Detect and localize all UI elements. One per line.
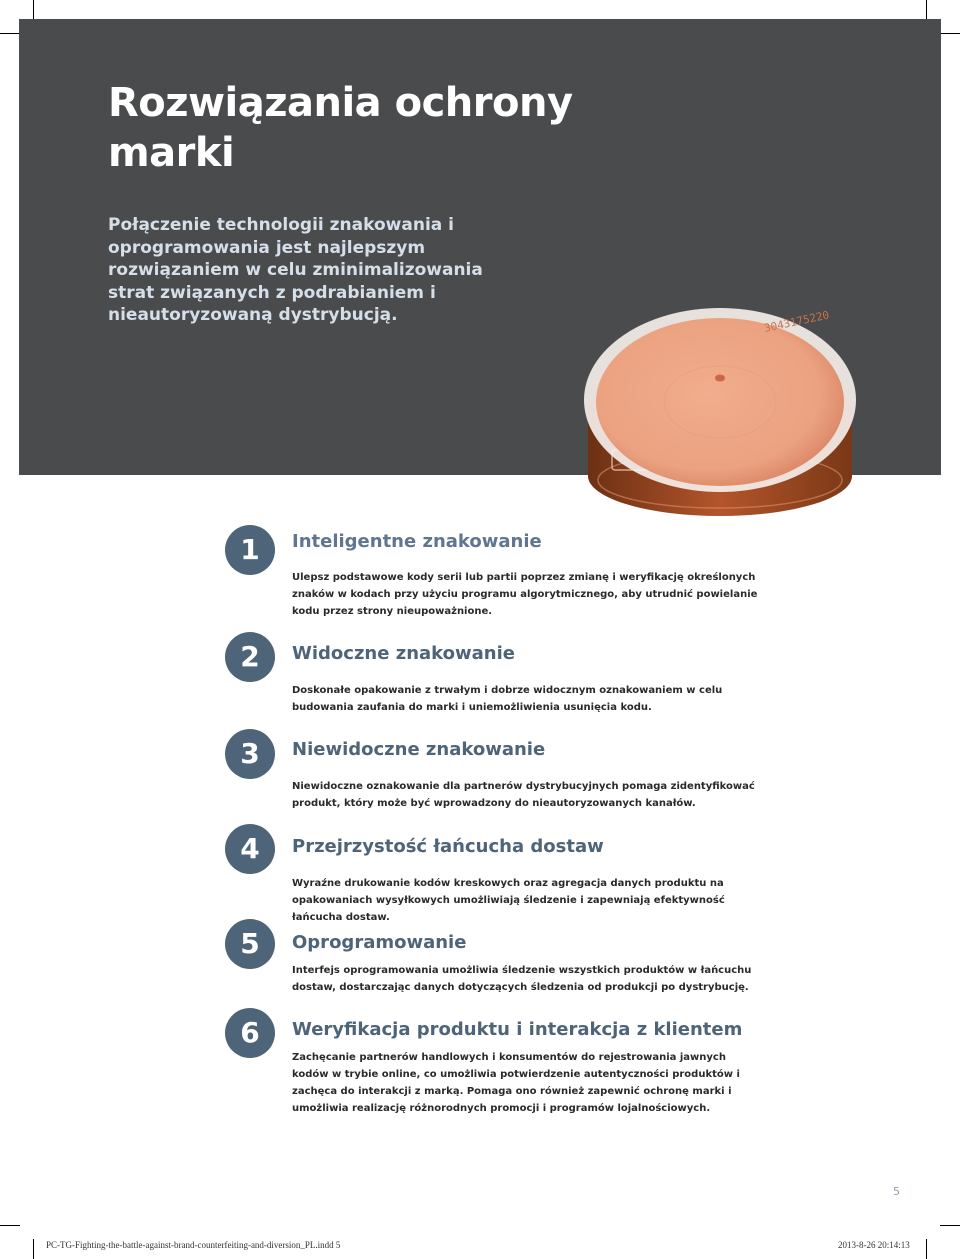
feature-title: Widoczne znakowanie (292, 643, 515, 664)
feature-title: Weryfikacja produktu i interakcja z klientem (292, 1019, 743, 1040)
feature-title: Przejrzystość łańcucha dostaw (292, 836, 604, 857)
crop-mark (33, 0, 34, 20)
feature-number-badge: 2 (225, 632, 275, 682)
crop-mark (0, 33, 20, 34)
product-code: 3043175220 (762, 308, 831, 335)
feature-number-badge: 5 (225, 919, 275, 969)
crop-mark (940, 33, 960, 34)
feature-description: Zachęcanie partnerów handlowych i konsumentów do rejestrowania jawnych kodów w trybie online, co umożliwia potwierdzenie autentyczności produktów i zachęca do interakcji z marką. Pomaga ono również zapewnić ochronę marki i umożliwia realizację różnorodnych promocji i programów lojalnościowych. (292, 1052, 740, 1114)
feature-description: Doskonałe opakowanie z trwałym i dobrze widocznym oznakowaniem w celu budowania zaufania do marki i uniemożliwienia usunięcia kodu. (292, 685, 723, 713)
page-title: Rozwiązania ochrony marki (108, 80, 573, 176)
feature-description: Interfejs oprogramowania umożliwia śledzenie wszystkich produktów w łańcuchu dostaw, dostarczając danych dotyczących śledzenia od produkcji po dystrybucję. (292, 965, 752, 993)
feature-title: Niewidoczne znakowanie (292, 739, 546, 760)
feature-number-badge: 4 (225, 824, 275, 874)
timestamp-slug: 2013-8-26 20:14:13 (838, 1240, 910, 1250)
crop-mark (926, 1239, 927, 1259)
feature-number-badge: 6 (225, 1008, 275, 1058)
crop-mark (33, 1239, 34, 1259)
feature-description: Ulepsz podstawowe kody serii lub partii poprzez zmianę i weryfikację określonych znaków w kodach przy użyciu programu algorytmicznego, aby utrudnić powielanie kodu przez strony nieupoważnione. (292, 572, 758, 617)
product-tin-image (570, 290, 870, 520)
feature-number-badge: 1 (225, 525, 275, 575)
crop-mark (940, 1225, 960, 1226)
file-name-slug: PC-TG-Fighting-the-battle-against-brand-counterfeiting-and-diversion_PL.indd 5 (46, 1240, 341, 1250)
feature-description: Niewidoczne oznakowanie dla partnerów dystrybucyjnych pomaga zidentyfikować produkt, który może być wprowadzony do nieautoryzowanych kanałów. (292, 781, 755, 809)
crop-mark (926, 0, 927, 20)
hero-subtitle: Połączenie technologii znakowania i oprogramowania jest najlepszym rozwiązaniem w celu zminimalizowania strat związanych z podrabianiem i nieautoryzowaną dystrybucją. (108, 215, 483, 325)
feature-description: Wyraźne drukowanie kodów kreskowych oraz agregacja danych produktu na opakowaniach wysyłkowych umożliwiają śledzenie i zapewniają efektywność łańcucha dostaw. (292, 878, 725, 923)
crop-mark (0, 1225, 20, 1226)
feature-title: Oprogramowanie (292, 932, 467, 953)
page-number: 5 (893, 1185, 900, 1198)
feature-number-badge: 3 (225, 729, 275, 779)
feature-title: Inteligentne znakowanie (292, 531, 542, 552)
